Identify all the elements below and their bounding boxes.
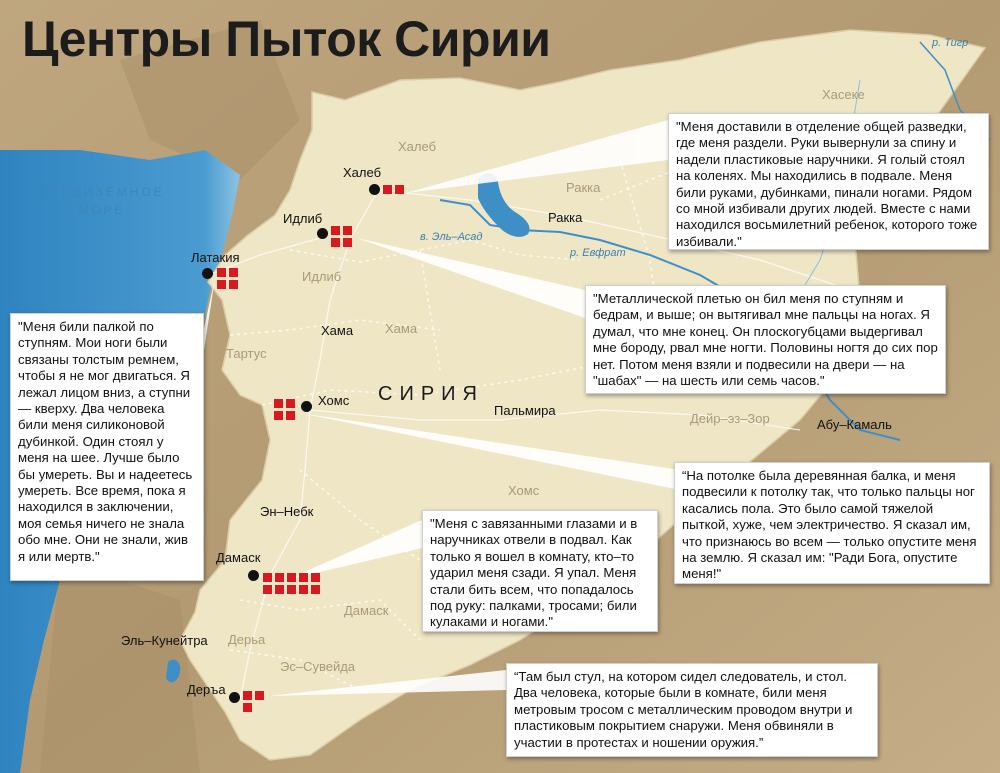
quote-daraa: “Там был стул, на котором сидел следователь, и стол. Два человека, которые были в комнате, били меня метровым тросом с металлическим проводом внутри и пластиковым покрытием снаружи. Меня обвиняли в участии в протестах и ношении оружия.”: [506, 663, 878, 757]
torture-center-marker-damascus: [275, 573, 284, 582]
page-title: Центры Пыток Сирии: [22, 11, 551, 67]
city-label-hama: Хама: [321, 323, 354, 338]
torture-center-marker-latakia: [217, 268, 226, 277]
gov-label-homs: Хомс: [508, 483, 540, 498]
city-label-raqqa: Ракка: [548, 210, 583, 225]
city-dot-damascus: [248, 570, 259, 581]
torture-center-marker-idlib: [331, 226, 340, 235]
lake-assad-label: в. Эль–Асад: [420, 231, 483, 243]
torture-center-marker-damascus: [263, 573, 272, 582]
river-tigris-label: р. Тигр: [932, 37, 969, 49]
city-label-daraa: Деръа: [187, 682, 226, 697]
torture-center-marker-damascus: [263, 585, 272, 594]
torture-center-marker-aleppo: [383, 185, 392, 194]
torture-center-marker-daraa: [255, 691, 264, 700]
quote-aleppo: "Меня доставили в отделение общей разведки, где меня раздели. Руки вывернули за спину и надели пластиковые наручники. Я голый стоял на коленях. Мы находились в подвале. Меня били руками, дубинками, пинали ногами. Рядом со мной избивали других людей. Вместе с нами находился восьмилетний ребенок, которого тоже избивали.": [668, 113, 989, 250]
gov-label-hasakah: Хасеке: [822, 87, 865, 102]
torture-center-marker-aleppo: [395, 185, 404, 194]
torture-center-marker-homs: [274, 399, 283, 408]
city-label-an-nabk: Эн–Небк: [260, 504, 314, 519]
city-label-aleppo: Халеб: [343, 165, 382, 180]
gov-label-hama: Хама: [385, 321, 418, 336]
city-dot-latakia: [202, 268, 213, 279]
gov-label-tartus: Тартус: [226, 346, 267, 361]
torture-center-marker-idlib: [343, 238, 352, 247]
torture-center-marker-damascus: [311, 585, 320, 594]
torture-center-marker-idlib: [343, 226, 352, 235]
city-label-latakia: Латакия: [191, 250, 240, 265]
torture-center-marker-damascus: [287, 573, 296, 582]
torture-center-marker-latakia: [217, 280, 226, 289]
city-label-abu-kamal: Абу–Камаль: [817, 417, 892, 432]
torture-center-marker-daraa: [243, 691, 252, 700]
city-label-homs: Хомс: [318, 393, 350, 408]
torture-center-marker-homs: [286, 411, 295, 420]
gov-label-idlib: Идлиб: [302, 269, 342, 284]
city-dot-homs: [301, 401, 312, 412]
torture-center-marker-latakia: [229, 268, 238, 277]
city-dot-daraa: [229, 692, 240, 703]
city-dot-idlib: [317, 228, 328, 239]
torture-center-marker-damascus: [311, 573, 320, 582]
torture-center-marker-homs: [286, 399, 295, 408]
river-euphrates-label: р. Евфрат: [570, 247, 626, 259]
torture-center-marker-damascus: [287, 585, 296, 594]
country-label: СИРИЯ: [378, 383, 484, 405]
quote-idlib: "Металлической плетью он бил меня по ступням и бедрам, и выше; он вытягивал мне пальцы на ногах. Я думал, что мне конец. Он плоскогубцами выдергивал мне бороду, рвал мне ногти. Половины ногтя до сих пор нет. Потом меня взяли и подвесили на двери — на "шабах" — на шесть или семь часов.": [585, 285, 946, 394]
gov-label-aleppo: Халеб: [398, 139, 437, 154]
torture-center-marker-damascus: [299, 573, 308, 582]
gov-label-deir: Дейр–эз–Зор: [690, 411, 770, 426]
city-dot-aleppo: [369, 184, 380, 195]
torture-center-marker-latakia: [229, 280, 238, 289]
torture-center-marker-damascus: [299, 585, 308, 594]
gov-label-daraa: Дерьа: [228, 632, 266, 647]
gov-label-damascus: Дамаск: [344, 603, 389, 618]
torture-center-marker-damascus: [275, 585, 284, 594]
quote-homs: “На потолке была деревянная балка, и меня подвесили к потолку так, что только пальцы ног касались пола. Это было самой тяжелой пыткой, хуже, чем электричество. Я сказал им, что признаюсь во всем — только опустите меня на землю. Я сказал им: "Ради Бога, опустите меня!": [674, 462, 990, 584]
city-label-damascus: Дамаск: [216, 550, 261, 565]
city-label-idlib: Идлиб: [283, 211, 323, 226]
torture-center-marker-homs: [274, 411, 283, 420]
quote-latakia: "Меня били палкой по ступням. Мои ноги были связаны толстым ремнем, чтобы я не мог двигаться. Я лежал лицом вниз, а ступни — кверху. Два человека били меня силиконовой дубинкой. Один стоял у меня на шее. Лучше было бы умереть. Вы и надеетесь умереть. Все время, пока я находился в заключении, моя семья ничего не знала обо мне. Они не знали, жив я или мертв.": [10, 313, 204, 581]
quote-damascus: "Меня с завязанными глазами и в наручниках отвели в подвал. Как только я вошел в комнату, кто–то ударил меня сзади. Я упал. Меня стали бить всем, что попадалось под руку: палками, тросами; били кулаками и ногами.": [422, 510, 658, 632]
gov-label-raqqa: Ракка: [566, 180, 601, 195]
sea-label: СРЕДИЗЕМНОЕ МОРЕ: [39, 185, 165, 217]
torture-center-marker-daraa: [243, 703, 252, 712]
gov-label-sweida: Эс–Сувейда: [280, 659, 356, 674]
city-label-quneitra: Эль–Кунейтра: [121, 633, 208, 648]
city-label-palmyra: Пальмира: [494, 403, 556, 418]
torture-center-marker-idlib: [331, 238, 340, 247]
